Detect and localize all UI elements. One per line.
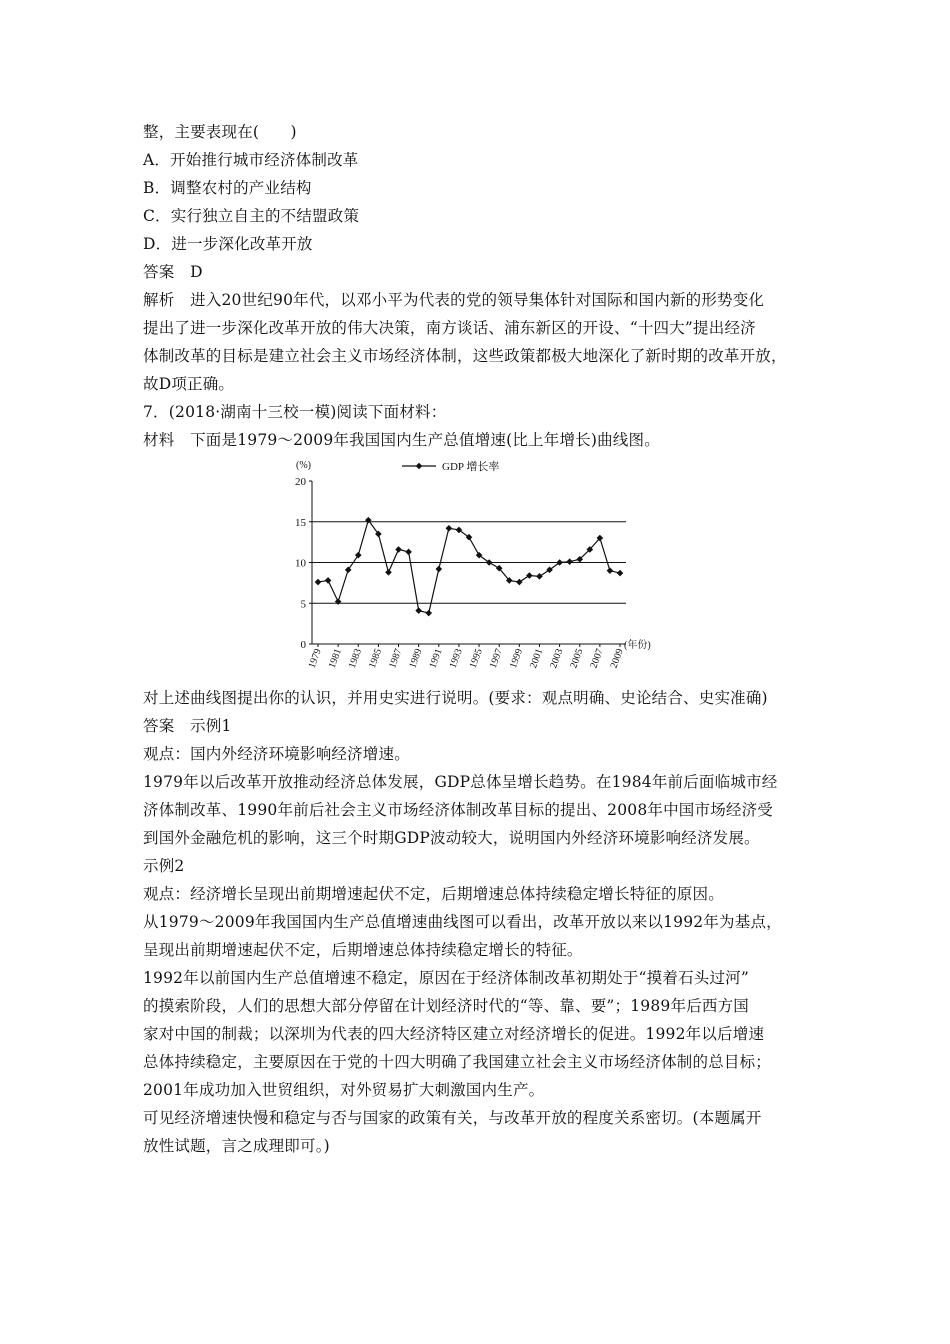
data-point	[617, 570, 624, 577]
paragraph-line: 的摸索阶段，人们的思想大部分停留在计划经济时代的“等、靠、要”；1989年后西方国	[143, 997, 749, 1015]
x-tick-label: 1981	[326, 647, 344, 670]
answer-line: 答案 D	[143, 263, 203, 281]
x-tick-label: 1989	[407, 647, 425, 670]
answer-example-1: 答案 示例1	[143, 717, 232, 735]
data-point	[395, 546, 402, 553]
paragraph-line: 放性试题，言之成理即可。)	[143, 1137, 330, 1155]
legend-marker	[416, 463, 423, 470]
data-point	[446, 525, 453, 532]
x-tick-label: 1985	[367, 647, 385, 670]
x-tick-label: 1993	[447, 647, 465, 670]
option-b: B．调整农村的产业结构	[143, 179, 312, 197]
y-tick-label: 15	[295, 516, 306, 529]
x-tick-label: 2001	[528, 647, 546, 670]
question-7-heading: 7．(2018·湖南十三校一模)阅读下面材料：	[143, 403, 447, 421]
question-stem-tail: 整，主要表现在( )	[143, 123, 297, 141]
data-point	[385, 569, 392, 576]
legend-label: GDP 增长率	[442, 461, 500, 473]
x-tick-label: 1987	[387, 647, 405, 670]
paragraph-line: 家对中国的制裁；以深圳为代表的四大经济特区建立对经济增长的促进。1992年以后增速	[143, 1025, 765, 1043]
option-d: D．进一步深化改革开放	[143, 235, 313, 253]
x-tick-label: 1995	[467, 647, 485, 670]
paragraph-line: 1979年以后改革开放推动经济总体发展，GDP总体呈增长趋势。在1984年前后面临城市经	[143, 773, 778, 791]
x-axis-label: (年份)	[624, 640, 651, 651]
chart-svg	[282, 452, 651, 680]
paragraph-line: 可见经济增速快慢和稳定与否与国家的政策有关，与改革开放的程度关系密切。(本题属开	[143, 1109, 762, 1127]
y-tick-label: 20	[295, 476, 306, 488]
x-tick-label: 2005	[568, 647, 586, 670]
data-point	[516, 579, 523, 586]
analysis-line: 解析 进入20世纪90年代，以邓小平为代表的党的领导集体针对国际和国内新的形势变化	[143, 291, 765, 309]
data-point	[325, 577, 332, 584]
analysis-line: 体制改革的目标是建立社会主义市场经济体制，这些政策都极大地深化了新时期的改革开放，	[143, 347, 787, 365]
viewpoint-2: 观点：经济增长呈现出前期增速起伏不定，后期增速总体持续稳定增长特征的原因。	[143, 885, 724, 903]
paragraph-line: 总体持续稳定，主要原因在于党的十四大明确了我国建立社会主义市场经济体制的总目标；	[143, 1053, 772, 1071]
paragraph-line: 2001年成功加入世贸组织，对外贸易扩大刺激国内生产。	[143, 1081, 545, 1099]
x-tick-label: 1999	[507, 647, 526, 670]
data-point	[536, 573, 543, 580]
paragraph-line: 济体制改革、1990年前后社会主义市场经济体制改革目标的提出、2008年中国市场经济受	[143, 801, 773, 819]
data-point	[335, 598, 342, 605]
x-tick-label: 2003	[548, 647, 566, 670]
data-point	[526, 572, 533, 579]
analysis-line: 提出了进一步深化改革开放的伟大决策，南方谈话、浦东新区的开设、“十四大”提出经济	[143, 319, 756, 337]
data-point	[315, 579, 322, 586]
x-tick-label: 2009	[608, 647, 626, 670]
material-intro: 材料 下面是1979～2009年我国国内生产总值增速(比上年增长)曲线图。	[143, 431, 660, 449]
data-point	[405, 549, 412, 556]
data-point	[607, 567, 614, 574]
x-tick-label: 1979	[306, 647, 324, 670]
x-tick-label: 1983	[346, 647, 365, 670]
y-axis-label: (%)	[296, 460, 311, 471]
data-point	[415, 607, 422, 614]
data-point	[425, 610, 432, 617]
viewpoint-1: 观点：国内外经济环境影响经济增速。	[143, 745, 410, 763]
data-point	[566, 558, 573, 565]
answer-example-2: 示例2	[143, 857, 185, 875]
y-tick-label: 10	[295, 557, 306, 570]
question-prompt: 对上述曲线图提出你的认识，并用史实进行说明。(要求：观点明确、史论结合、史实准确)	[143, 689, 768, 707]
option-c: C．实行独立自主的不结盟政策	[143, 207, 360, 225]
data-point	[436, 566, 443, 573]
y-tick-label: 0	[300, 639, 306, 651]
option-a: A．开始推行城市经济体制改革	[143, 151, 359, 169]
analysis-line: 故D项正确。	[143, 375, 235, 393]
y-tick-label: 5	[300, 598, 306, 611]
x-tick-label: 2007	[588, 647, 606, 670]
paragraph-line: 呈现出前期增速起伏不定，后期增速总体持续稳定增长的特征。	[143, 941, 583, 959]
paragraph-line: 1992年以前国内生产总值增速不稳定，原因在于经济体制改革初期处于“摸着石头过河”	[143, 969, 749, 987]
x-tick-label: 1997	[487, 647, 506, 670]
paragraph-line: 到国外金融危机的影响，这三个时期GDP波动较大，说明国内外经济环境影响经济发展。	[143, 829, 760, 847]
x-tick-label: 1991	[427, 647, 445, 670]
gdp-growth-chart	[282, 452, 651, 680]
paragraph-line: 从1979～2009年我国国内生产总值增速曲线图可以看出，改革开放以来以1992年为基点，	[143, 913, 782, 931]
